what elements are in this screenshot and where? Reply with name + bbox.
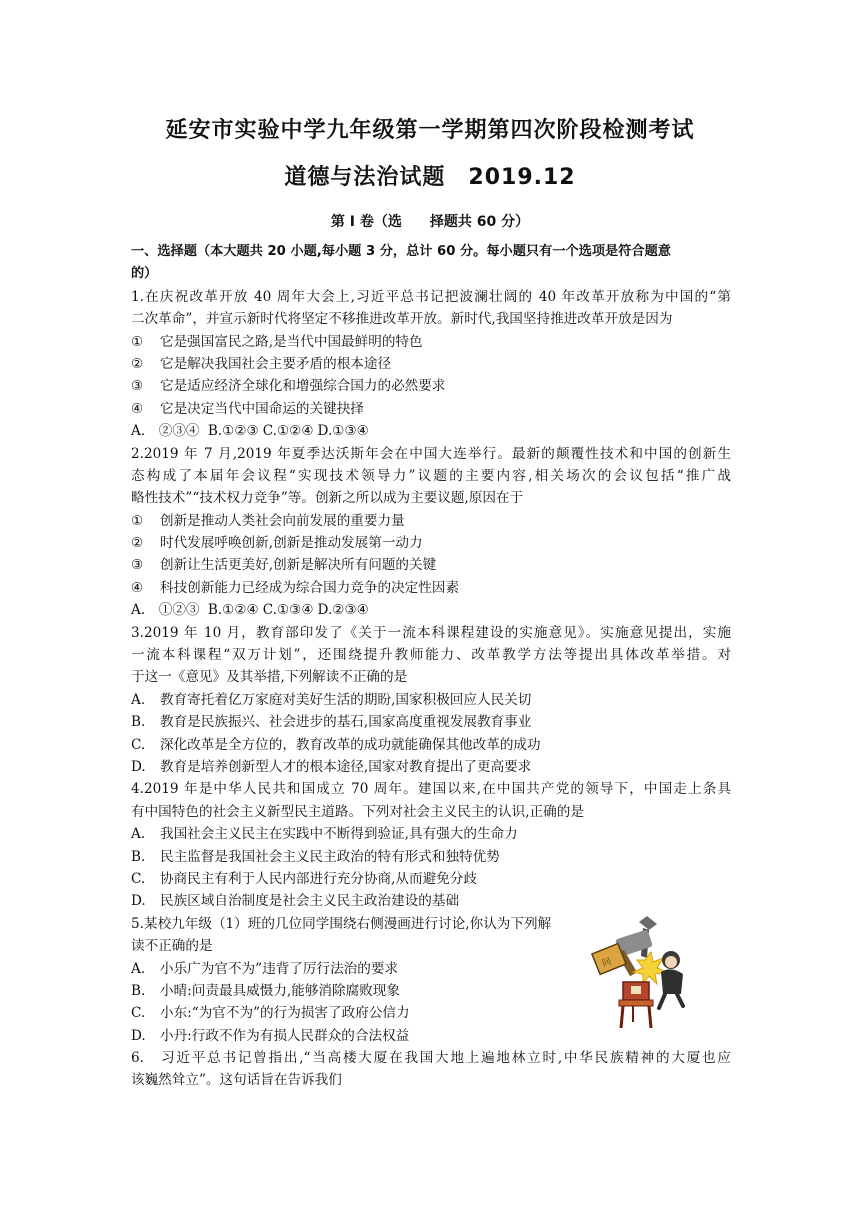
- question-2-option: ③ 创新让生活更美好,创新是解决所有问题的关键: [131, 557, 437, 574]
- question-4-stem: 4.2019 年是中华人民共和国成立 70 周年。建国以来,在中国共产党的领导下，中国走上条具: [131, 781, 731, 798]
- part-label: 第 I 卷（选 择题共 60 分）: [330, 214, 530, 230]
- question-2-answers: A. ①②③ B.①②④ C.①③④ D.②③④: [131, 602, 369, 619]
- question-3-option: D. 教育是培养创新型人才的根本途径,国家对教育提出了更高要求: [131, 758, 532, 775]
- question-3-option: B. 教育是民族振兴、社会进步的基石,国家高度重视发展教育事业: [131, 714, 532, 731]
- exam-subtitle: 道德与法治试题 2019.12: [284, 165, 576, 190]
- question-4-option: C. 协商民主有利于人民内部进行充分协商,从而避免分歧: [131, 870, 477, 887]
- section-heading-cont: 的）: [131, 266, 158, 282]
- question-5-option: D. 小丹:行政不作为有损人民群众的合法权益: [131, 1027, 410, 1044]
- question-6-stem: 6. 习近平总书记曾指出,“当高楼大厦在我国大地上遍地林立时,中华民族精神的大厦也应: [131, 1050, 731, 1067]
- question-4-option: B. 民主监督是我国社会主义民主政治的特有形式和独特优势: [131, 848, 500, 865]
- question-5-stem: 5.某校九年级（1）班的几位同学围绕右侧漫画进行讨论,你认为下列解: [131, 915, 552, 932]
- question-5-option: C. 小东:“为官不为”的行为损害了政府公信力: [131, 1005, 410, 1022]
- accountability-cartoon-icon: [587, 916, 691, 1032]
- question-5-option: A. 小乐广为官不为”违背了厉行法治的要求: [131, 960, 399, 977]
- svg-text:问: 问: [600, 956, 613, 970]
- question-5-stem: 读不正确的是: [131, 938, 213, 955]
- question-1-option: ② 它是解决我国社会主要矛盾的根本途径: [131, 355, 392, 372]
- question-2-option: ① 创新是推动人类社会向前发展的重要力量: [131, 512, 405, 529]
- question-6-stem: 该巍然耸立”。这句话旨在告诉我们: [131, 1072, 342, 1089]
- question-5-option: B. 小晴:问责最具威慑力,能够消除腐败现象: [131, 982, 400, 999]
- exam-title: 延安市实验中学九年级第一学期第四次阶段检测考试: [165, 118, 695, 143]
- question-1-stem: 二次革命”，并宣示新时代将坚定不移推进改革开放。新时代,我国坚持推进改革开放是因为: [131, 311, 673, 328]
- question-1-option: ④ 它是决定当代中国命运的关键抉择: [131, 400, 364, 417]
- question-1-option: ③ 它是适应经济全球化和增强综合国力的必然要求: [131, 378, 446, 395]
- question-2-option: ④ 科技创新能力已经成为综合国力竞争的决定性因素: [131, 579, 460, 596]
- question-1-stem: 1.在庆祝改革开放 40 周年大会上,习近平总书记把波澜壮阔的 40 年改革开放称为中国的“第: [131, 288, 731, 305]
- question-2-stem: 态构成了本届年会议程“实现技术领导力”议题的主要内容,相关场次的会议包括“推广战: [131, 467, 731, 484]
- question-3-stem: 于这一《意见》及其举措,下列解读不正确的是: [131, 669, 408, 686]
- question-3-option: C. 深化改革是全方位的，教育改革的成功就能确保其他改革的成功: [131, 736, 541, 753]
- question-2-option: ② 时代发展呼唤创新,创新是推动发展第一动力: [131, 535, 423, 552]
- question-2-stem: 2.2019 年 7 月,2019 年夏季达沃斯年会在中国大连举行。最新的颠覆性技术和中国的创新生: [131, 445, 731, 462]
- section-heading: 一、选择题（本大题共 20 小题,每小题 3 分，总计 60 分。每小题只有一个选项是符合题意: [131, 244, 671, 259]
- question-3-stem: 3.2019 年 10 月，教育部印发了《关于一流本科课程建设的实施意见》。实施意见提出，实施: [131, 624, 731, 641]
- question-4-option: D. 民族区域自治制度是社会主义民主政治建设的基础: [131, 893, 460, 910]
- question-1-answers: A. ②③④ B.①②③ C.①②④ D.①③④: [131, 423, 369, 440]
- question-3-stem: 一流本科课程“双万计划”，还围绕提升教师能力、改革教学方法等提出具体改革举措。对: [131, 647, 731, 664]
- question-4-option: A. 我国社会主义民主在实践中不断得到验证,具有强大的生命力: [131, 826, 518, 843]
- question-1-option: ① 它是强国富民之路,是当代中国最鲜明的特色: [131, 333, 423, 350]
- question-4-stem: 有中国特色的社会主义新型民主道路。下列对社会主义民主的认识,正确的是: [131, 803, 584, 820]
- question-3-option: A. 教育寄托着亿万家庭对美好生活的期盼,国家积极回应人民关切: [131, 691, 532, 708]
- question-2-stem: 略性技术”“技术权力竞争”等。创新之所以成为主要议题,原因在于: [131, 490, 524, 507]
